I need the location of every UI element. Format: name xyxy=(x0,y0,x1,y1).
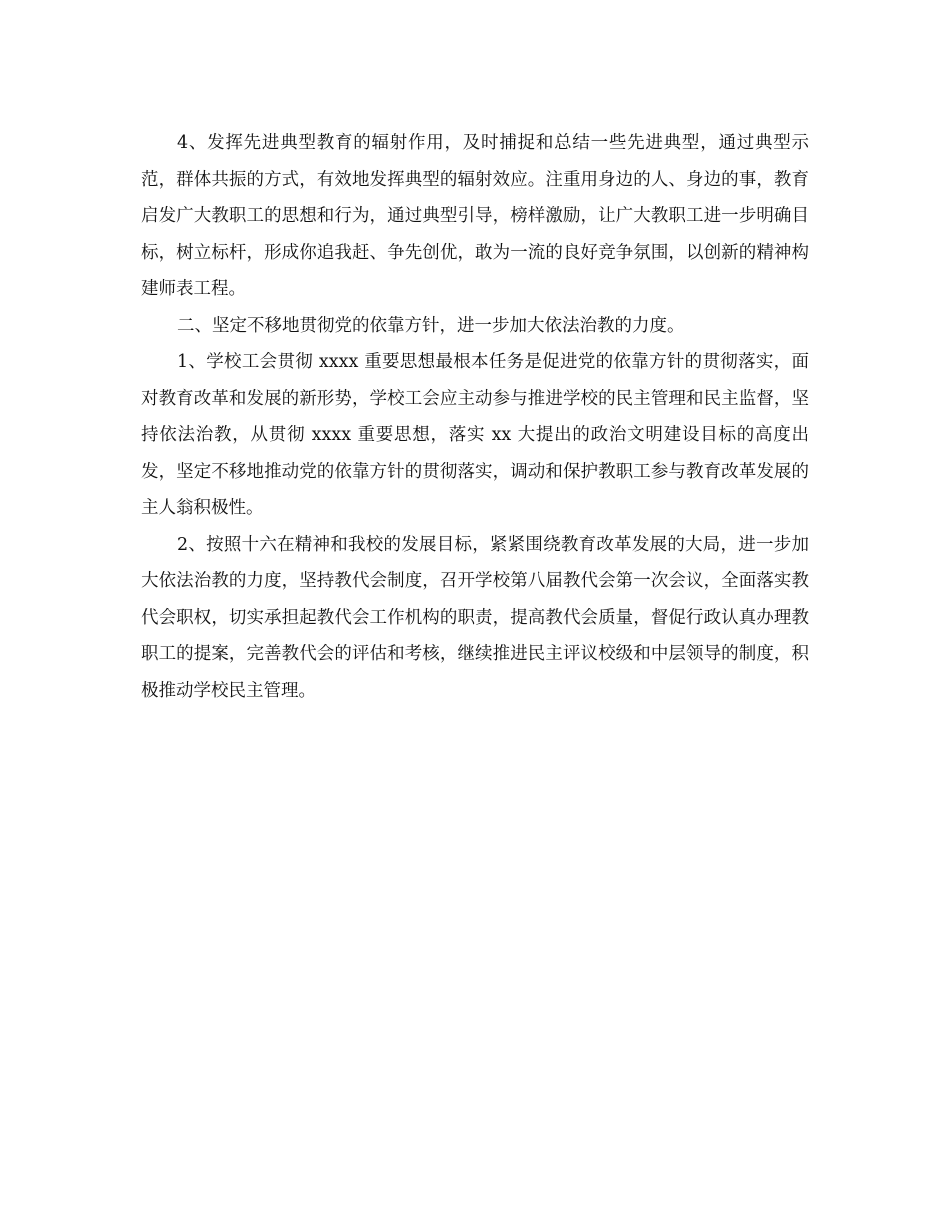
section-heading-two: 二、坚定不移地贯彻党的依靠方针，进一步加大依法治教的力度。 xyxy=(177,315,685,336)
paragraph-union-reliance: 1、学校工会贯彻 xxxx 重要思想最根本任务是促进党的依靠方针的贯彻落实，面对教育改革和发展的新形势，学校工会应主动参与推进学校的民主管理和民主监督，坚持依法治教，从贯彻 xxxx 重要思想，落实 xx 大提出的政治文明建设目标的高度出发，坚定不移地推动党的依靠方针的贯彻落实，调动和保护教职工参与教育改革发展的主人翁积极性。 xyxy=(141,352,809,518)
paragraph-rule-of-law: 2、按照十六在精神和我校的发展目标，紧紧围绕教育改革发展的大局，进一步加大依法治教的力度，坚持教代会制度，召开学校第八届教代会第一次会议，全面落实教代会职权，切实承担起教代会工作机构的职责，提高教代会质量，督促行政认真办理教职工的提案，完善教代会的评估和考核，继续推进民主评议校级和中层领导的制度，积极推动学校民主管理。 xyxy=(141,534,809,701)
paragraph-typical-example: 4、发挥先进典型教育的辐射作用，及时捕捉和总结一些先进典型，通过典型示范，群体共振的方式，有效地发挥典型的辐射效应。注重用身边的人、身边的事，教育启发广大教职工的思想和行为，通过典型引导，榜样激励，让广大教职工进一步明确目标，树立标杆，形成你追我赶、争先创优，敢为一流的良好竞争氛围，以创新的精神构建师表工程。 xyxy=(141,133,809,299)
document-body xyxy=(141,125,809,709)
